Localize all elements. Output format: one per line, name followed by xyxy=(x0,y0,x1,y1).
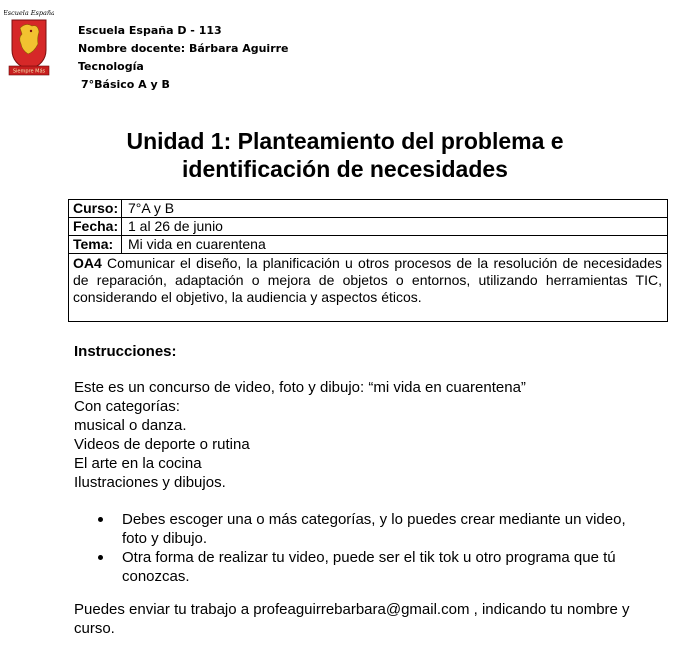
objective-code: OA4 xyxy=(73,255,102,271)
info-table xyxy=(68,199,668,322)
instructions-line: Con categorías: xyxy=(74,398,180,415)
instructions-body xyxy=(74,378,526,492)
instructions-title: Instrucciones xyxy=(74,343,172,360)
info-row-curso xyxy=(69,200,667,218)
grade-name: 7°Básico A y B xyxy=(81,78,170,91)
category-item: Ilustraciones y dibujos. xyxy=(74,474,226,491)
bullet-text: Debes escoger una o más categorías, y lo puedes crear mediante un video, foto y dibujo. xyxy=(122,511,626,547)
submission-note: Puedes enviar tu trabajo a profeaguirrebarbara@gmail.com , indicando tu nombre y curso. xyxy=(74,601,630,637)
school-name: Escuela España D - 113 xyxy=(78,24,222,37)
category-item: El arte en la cocina xyxy=(74,455,202,472)
title-line-1: Unidad 1: Planteamiento del problema e xyxy=(126,128,564,154)
bullet-item xyxy=(94,548,654,586)
bullet-icon xyxy=(98,555,103,560)
bullet-icon xyxy=(98,517,103,522)
tema-value: Mi vida en cuarentena xyxy=(128,236,266,252)
title-line-2: identificación de necesidades xyxy=(182,156,508,182)
objective-text: Comunicar el diseño, la planificación u otros procesos de la resolución de necesidades de reparación, adaptación o mejora de objetos o entornos, utilizando herramientas TIC, considerando el objetivo, la audiencia y aspectos éticos. xyxy=(73,255,662,305)
curso-label: Curso: xyxy=(69,200,122,217)
fecha-label: Fecha: xyxy=(69,218,122,235)
logo-top-text: Escuela España xyxy=(4,9,54,17)
fecha-value: 1 al 26 de junio xyxy=(128,218,223,234)
tema-label: Tema: xyxy=(69,236,122,253)
instructions-heading xyxy=(74,343,177,360)
instructions-bullet-list xyxy=(94,510,654,586)
bullet-item xyxy=(94,510,654,548)
category-item: musical o danza. xyxy=(74,417,187,434)
bullet-text: Otra forma de realizar tu video, puede ser el tik tok u otro programa que tú conozcas. xyxy=(122,549,616,585)
page-title xyxy=(0,127,690,183)
category-item: Videos de deporte o rutina xyxy=(74,436,250,453)
document-header xyxy=(78,22,289,94)
info-row-tema xyxy=(69,236,667,254)
info-row-fecha xyxy=(69,218,667,236)
school-logo xyxy=(4,4,54,84)
teacher-name: Nombre docente: Bárbara Aguirre xyxy=(78,42,289,55)
instructions-line: Este es un concurso de video, foto y dibujo: “mi vida en cuarentena” xyxy=(74,379,526,396)
subject-name: Tecnología xyxy=(78,60,144,73)
curso-value: 7°A y B xyxy=(128,200,175,216)
learning-objective xyxy=(69,254,667,306)
instructions-title-colon: : xyxy=(171,343,177,360)
logo-banner-text: Siempre Más xyxy=(12,68,46,75)
